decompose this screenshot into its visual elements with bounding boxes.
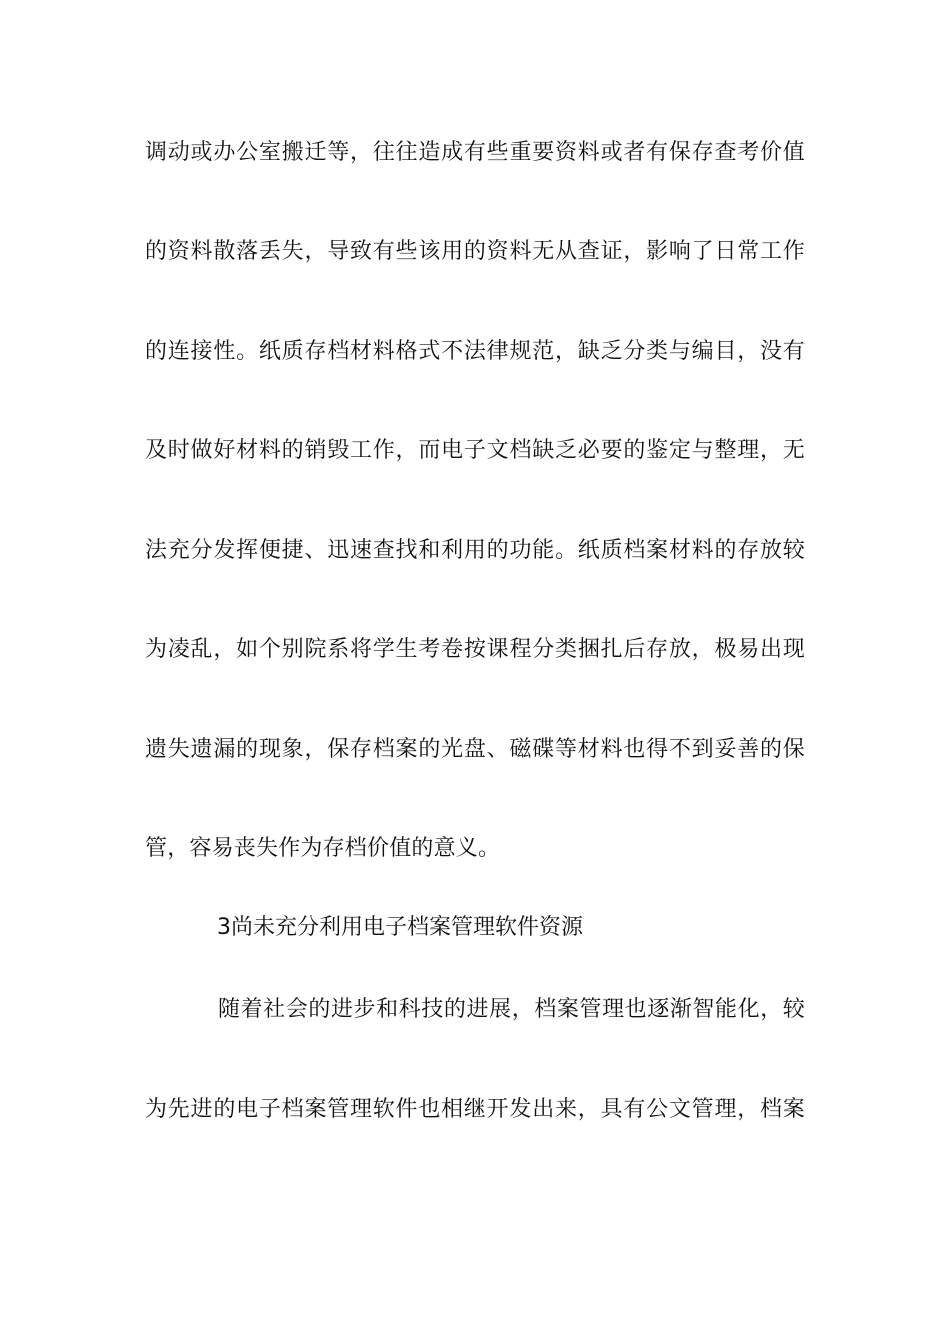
paragraph-line: 的资料散落丢失，导致有些该用的资料无从查证，影响了日常工作 [145,239,805,264]
paragraph-line: 的连接性。纸质存档材料格式不法律规范，缺乏分类与编目，没有 [145,339,805,364]
paragraph-line: 为先进的电子档案管理软件也相继开发出来，具有公文管理，档案 [145,1097,805,1122]
section-heading: 3尚未充分利用电子档案管理软件资源 [217,915,583,940]
paragraph-line: 随着社会的进步和科技的进展，档案管理也逐渐智能化，较 [218,997,805,1022]
paragraph-line: 管，容易丧失作为存档价值的意义。 [145,836,501,861]
paragraph-line: 遗失遗漏的现象，保存档案的光盘、磁碟等材料也得不到妥善的保 [145,737,805,762]
paragraph-line: 为凌乱，如个别院系将学生考卷按课程分类捆扎后存放，极易出现 [145,637,805,662]
paragraph-line: 及时做好材料的销毁工作，而电子文档缺乏必要的鉴定与整理，无 [145,438,805,463]
paragraph-line: 调动或办公室搬迁等，往往造成有些重要资料或者有保存查考价值 [145,140,805,165]
paragraph-line: 法充分发挥便捷、迅速查找和利用的功能。纸质档案材料的存放较 [145,538,805,563]
